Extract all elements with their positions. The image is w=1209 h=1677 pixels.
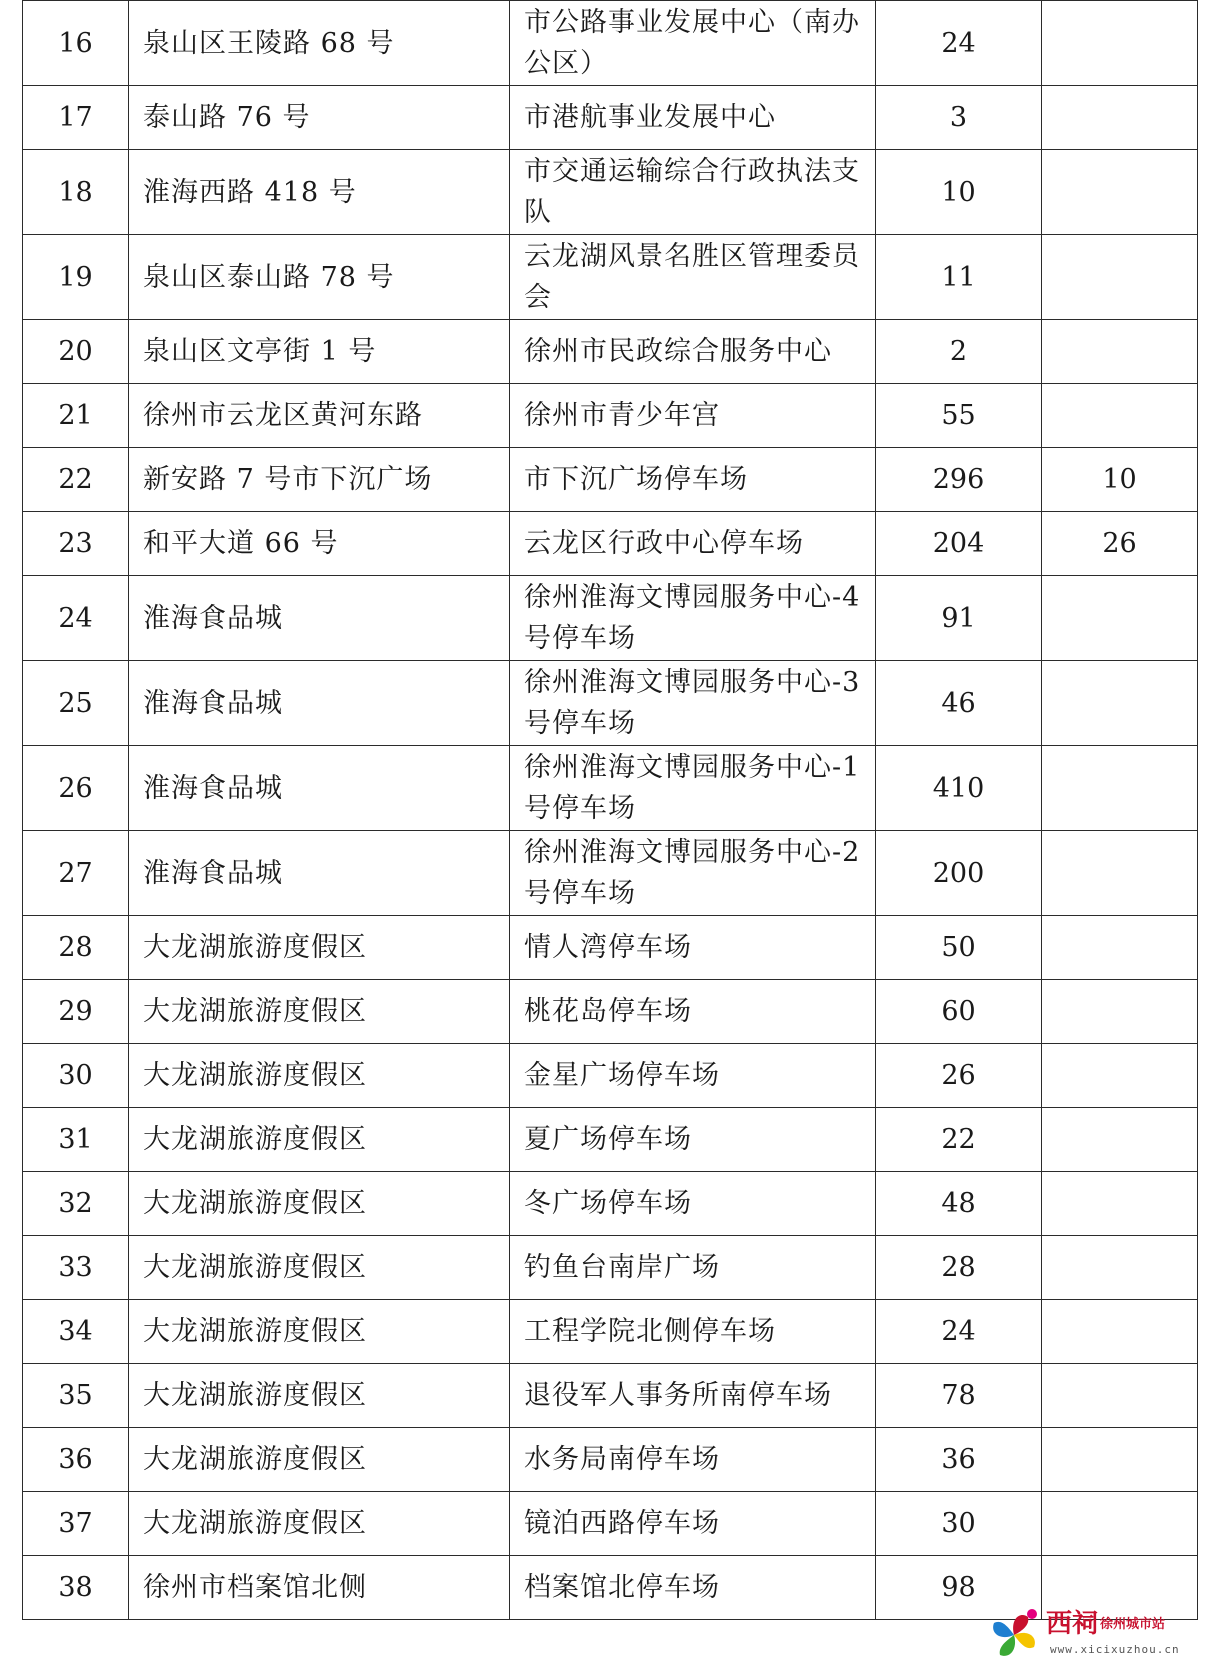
address-cell: 新安路 7 号市下沉广场 (129, 448, 510, 512)
space-count-cell: 28 (876, 1236, 1042, 1300)
unit-name-cell: 云龙区行政中心停车场 (510, 512, 876, 576)
extra-count-cell (1042, 1300, 1198, 1364)
row-number-cell: 35 (23, 1364, 129, 1428)
space-count-cell: 50 (876, 916, 1042, 980)
extra-count-cell (1042, 1, 1198, 86)
address-cell: 和平大道 66 号 (129, 512, 510, 576)
row-number-cell: 30 (23, 1044, 129, 1108)
unit-name-cell: 徐州淮海文博园服务中心-4 号停车场 (510, 576, 876, 661)
space-count-cell: 22 (876, 1108, 1042, 1172)
row-number-cell: 19 (23, 235, 129, 320)
extra-count-cell (1042, 384, 1198, 448)
table-row (23, 1428, 1198, 1492)
address-cell: 淮海食品城 (129, 661, 510, 746)
space-count-cell: 24 (876, 1, 1042, 86)
address-cell: 大龙湖旅游度假区 (129, 916, 510, 980)
unit-name-cell: 工程学院北侧停车场 (510, 1300, 876, 1364)
address-cell: 泉山区泰山路 78 号 (129, 235, 510, 320)
address-cell: 淮海食品城 (129, 831, 510, 916)
row-number-cell: 26 (23, 746, 129, 831)
table-row (23, 1236, 1198, 1300)
address-cell: 大龙湖旅游度假区 (129, 1236, 510, 1300)
row-number-cell: 21 (23, 384, 129, 448)
table-row (23, 661, 1198, 746)
extra-count-cell (1042, 1236, 1198, 1300)
extra-count-cell (1042, 661, 1198, 746)
address-cell: 大龙湖旅游度假区 (129, 1172, 510, 1236)
address-cell: 大龙湖旅游度假区 (129, 1108, 510, 1172)
table-row (23, 1492, 1198, 1556)
watermark-brand-sub: 徐州城市站 (1100, 1616, 1166, 1632)
row-number-cell: 22 (23, 448, 129, 512)
unit-name-cell: 金星广场停车场 (510, 1044, 876, 1108)
space-count-cell: 78 (876, 1364, 1042, 1428)
table-row (23, 448, 1198, 512)
unit-name-cell: 退役军人事务所南停车场 (510, 1364, 876, 1428)
extra-count-cell (1042, 746, 1198, 831)
table-row (23, 576, 1198, 661)
row-number-cell: 31 (23, 1108, 129, 1172)
table-row (23, 746, 1198, 831)
unit-name-cell: 市港航事业发展中心 (510, 86, 876, 150)
row-number-cell: 24 (23, 576, 129, 661)
address-cell: 大龙湖旅游度假区 (129, 1364, 510, 1428)
table-row (23, 512, 1198, 576)
table-row (23, 1, 1198, 86)
table-row (23, 150, 1198, 235)
table-row (23, 1300, 1198, 1364)
unit-name-cell: 冬广场停车场 (510, 1172, 876, 1236)
row-number-cell: 17 (23, 86, 129, 150)
pinwheel-logo-icon (984, 1605, 1044, 1665)
space-count-cell: 200 (876, 831, 1042, 916)
space-count-cell: 46 (876, 661, 1042, 746)
space-count-cell: 60 (876, 980, 1042, 1044)
address-cell: 徐州市档案馆北侧 (129, 1556, 510, 1620)
unit-name-cell: 市下沉广场停车场 (510, 448, 876, 512)
unit-name-cell: 徐州淮海文博园服务中心-3 号停车场 (510, 661, 876, 746)
address-cell: 大龙湖旅游度假区 (129, 1428, 510, 1492)
table-row (23, 831, 1198, 916)
row-number-cell: 36 (23, 1428, 129, 1492)
space-count-cell: 30 (876, 1492, 1042, 1556)
address-cell: 大龙湖旅游度假区 (129, 1300, 510, 1364)
unit-name-cell: 镜泊西路停车场 (510, 1492, 876, 1556)
table-row (23, 235, 1198, 320)
extra-count-cell (1042, 1044, 1198, 1108)
unit-name-cell: 徐州淮海文博园服务中心-1 号停车场 (510, 746, 876, 831)
extra-count-cell (1042, 831, 1198, 916)
extra-count-cell (1042, 320, 1198, 384)
table-row (23, 1364, 1198, 1428)
space-count-cell: 26 (876, 1044, 1042, 1108)
address-cell: 大龙湖旅游度假区 (129, 1492, 510, 1556)
extra-count-cell (1042, 235, 1198, 320)
row-number-cell: 27 (23, 831, 129, 916)
space-count-cell: 98 (876, 1556, 1042, 1620)
row-number-cell: 16 (23, 1, 129, 86)
address-cell: 泉山区文亭街 1 号 (129, 320, 510, 384)
row-number-cell: 34 (23, 1300, 129, 1364)
address-cell: 淮海西路 418 号 (129, 150, 510, 235)
unit-name-cell: 市公路事业发展中心（南办公区） (510, 1, 876, 86)
row-number-cell: 23 (23, 512, 129, 576)
address-cell: 泉山区王陵路 68 号 (129, 1, 510, 86)
space-count-cell: 296 (876, 448, 1042, 512)
space-count-cell: 410 (876, 746, 1042, 831)
unit-name-cell: 水务局南停车场 (510, 1428, 876, 1492)
extra-count-cell (1042, 86, 1198, 150)
row-number-cell: 32 (23, 1172, 129, 1236)
unit-name-cell: 钓鱼台南岸广场 (510, 1236, 876, 1300)
row-number-cell: 18 (23, 150, 129, 235)
space-count-cell: 55 (876, 384, 1042, 448)
extra-count-cell (1042, 916, 1198, 980)
extra-count-cell (1042, 1492, 1198, 1556)
extra-count-cell (1042, 1428, 1198, 1492)
address-cell: 徐州市云龙区黄河东路 (129, 384, 510, 448)
address-cell: 大龙湖旅游度假区 (129, 1044, 510, 1108)
row-number-cell: 38 (23, 1556, 129, 1620)
table-row (23, 384, 1198, 448)
extra-count-cell (1042, 1172, 1198, 1236)
address-cell: 淮海食品城 (129, 746, 510, 831)
space-count-cell: 24 (876, 1300, 1042, 1364)
unit-name-cell: 情人湾停车场 (510, 916, 876, 980)
extra-count-cell: 26 (1042, 512, 1198, 576)
space-count-cell: 204 (876, 512, 1042, 576)
address-cell: 大龙湖旅游度假区 (129, 980, 510, 1044)
site-watermark (984, 1599, 1199, 1671)
table-row (23, 916, 1198, 980)
table-row (23, 320, 1198, 384)
unit-name-cell: 夏广场停车场 (510, 1108, 876, 1172)
row-number-cell: 29 (23, 980, 129, 1044)
table-row (23, 1108, 1198, 1172)
row-number-cell: 28 (23, 916, 129, 980)
space-count-cell: 36 (876, 1428, 1042, 1492)
space-count-cell: 11 (876, 235, 1042, 320)
watermark-brand: 西祠 徐州城市站 (1046, 1609, 1166, 1639)
unit-name-cell: 徐州市民政综合服务中心 (510, 320, 876, 384)
extra-count-cell (1042, 980, 1198, 1044)
space-count-cell: 3 (876, 86, 1042, 150)
extra-count-cell (1042, 1364, 1198, 1428)
table-row (23, 1172, 1198, 1236)
row-number-cell: 37 (23, 1492, 129, 1556)
parking-table (22, 0, 1198, 1620)
row-number-cell: 33 (23, 1236, 129, 1300)
table-body (23, 1, 1198, 1620)
space-count-cell: 48 (876, 1172, 1042, 1236)
unit-name-cell: 徐州市青少年宫 (510, 384, 876, 448)
space-count-cell: 2 (876, 320, 1042, 384)
watermark-url: www.xicixuzhou.cn (1050, 1643, 1180, 1656)
unit-name-cell: 市交通运输综合行政执法支队 (510, 150, 876, 235)
table-row (23, 980, 1198, 1044)
unit-name-cell: 云龙湖风景名胜区管理委员会 (510, 235, 876, 320)
space-count-cell: 91 (876, 576, 1042, 661)
table-row (23, 86, 1198, 150)
address-cell: 淮海食品城 (129, 576, 510, 661)
unit-name-cell: 档案馆北停车场 (510, 1556, 876, 1620)
unit-name-cell: 徐州淮海文博园服务中心-2 号停车场 (510, 831, 876, 916)
table-row (23, 1044, 1198, 1108)
row-number-cell: 20 (23, 320, 129, 384)
unit-name-cell: 桃花岛停车场 (510, 980, 876, 1044)
space-count-cell: 10 (876, 150, 1042, 235)
extra-count-cell (1042, 150, 1198, 235)
address-cell: 泰山路 76 号 (129, 86, 510, 150)
extra-count-cell (1042, 576, 1198, 661)
row-number-cell: 25 (23, 661, 129, 746)
extra-count-cell (1042, 1108, 1198, 1172)
extra-count-cell: 10 (1042, 448, 1198, 512)
